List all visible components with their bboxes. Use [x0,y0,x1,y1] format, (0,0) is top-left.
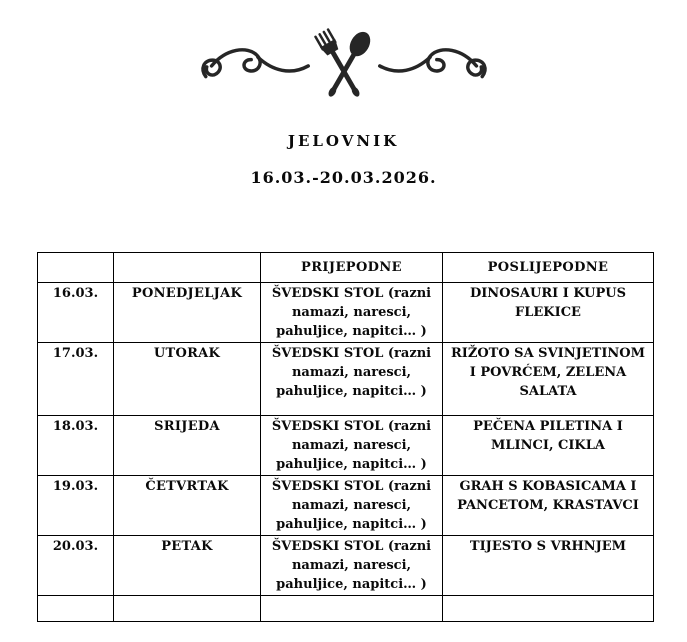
header-cell-poslijepodne: POSLIJEPODNE [443,253,654,283]
table-row [38,536,654,596]
header-cell-day [114,253,261,283]
header-cell-date [38,253,114,283]
date-cell: 18.03. [38,416,114,476]
spoon-icon [321,28,374,101]
day-cell: SRIJEDA [114,416,261,476]
day-cell [114,596,261,622]
day-cell: PONEDJELJAK [114,283,261,343]
table-row [38,416,654,476]
page-title: JELOVNIK [287,132,400,150]
morning-cell: ŠVEDSKI STOL (razni namazi, naresci, pahuljice, napitci… ) [261,283,443,343]
morning-cell: ŠVEDSKI STOL (razni namazi, naresci, pahuljice, napitci… ) [261,343,443,416]
day-cell: UTORAK [114,343,261,416]
afternoon-cell: TIJESTO S VRHNJEM [443,536,654,596]
date-cell: 16.03. [38,283,114,343]
morning-cell: ŠVEDSKI STOL (razni namazi, naresci, pahuljice, napitci… ) [261,416,443,476]
table-row [38,476,654,536]
table-row [38,283,654,343]
flourish-right-icon [379,50,484,77]
table-row [38,343,654,416]
afternoon-cell [443,596,654,622]
afternoon-cell: DINOSAURI I KUPUS FLEKICE [443,283,654,343]
fork-and-spoon-ornament [199,22,489,106]
flourish-left-icon [203,50,308,77]
morning-cell: ŠVEDSKI STOL (razni namazi, naresci, pahuljice, napitci… ) [261,536,443,596]
afternoon-cell: GRAH S KOBASICAMA I PANCETOM, KRASTAVCI [443,476,654,536]
morning-cell [261,596,443,622]
afternoon-cell: PEČENA PILETINA I MLINCI, CIKLA [443,416,654,476]
afternoon-cell: RIŽOTO SA SVINJETINOM I POVRĆEM, ZELENA SALATA [443,343,654,416]
day-cell: PETAK [114,536,261,596]
date-cell: 17.03. [38,343,114,416]
morning-cell: ŠVEDSKI STOL (razni namazi, naresci, pahuljice, napitci… ) [261,476,443,536]
date-cell: 20.03. [38,536,114,596]
menu-table [37,252,654,622]
menu-document [0,22,687,622]
date-cell [38,596,114,622]
date-cell: 19.03. [38,476,114,536]
header-cell-prijepodne: PRIJEPODNE [261,253,443,283]
header-row [38,253,654,283]
date-range: 16.03.-20.03.2026. [250,168,437,187]
table-row-empty [38,596,654,622]
day-cell: ČETVRTAK [114,476,261,536]
